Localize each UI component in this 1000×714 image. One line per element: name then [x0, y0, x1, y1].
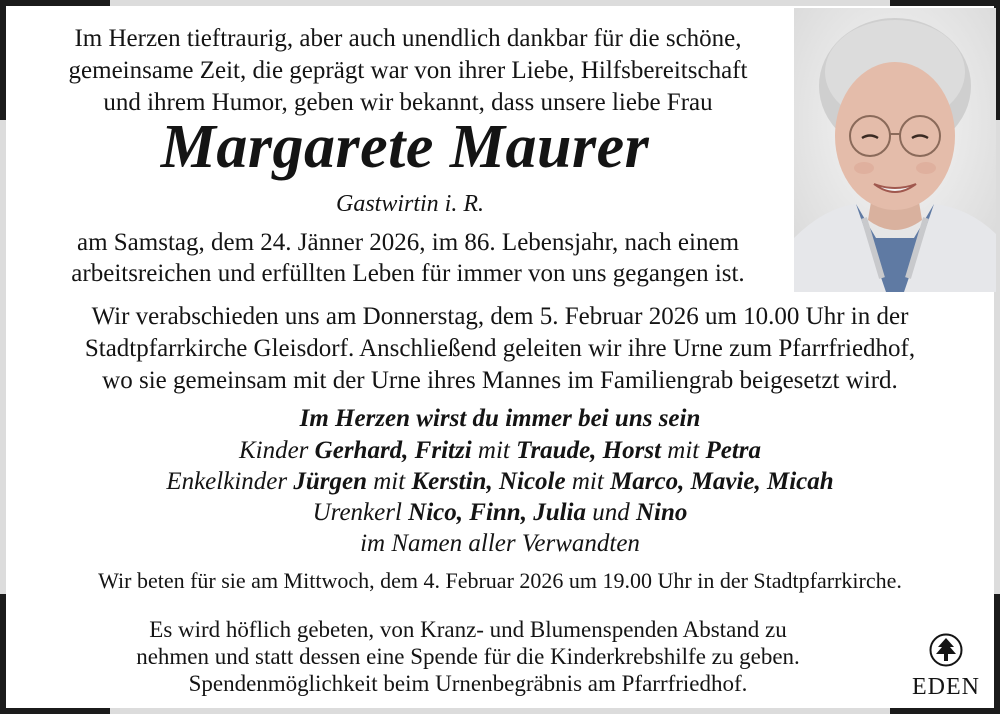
death-notice-line: am Samstag, dem 24. Jänner 2026, im 86. Lebensjahr, nach einem [76, 229, 740, 256]
farewell-line: Stadtpfarrkirche Gleisdorf. Anschließend geleiten wir ihre Urne zum Pfarrfriedhof, [84, 335, 916, 362]
donation-line: Spendenmöglichkeit beim Urnenbegräbnis am Pfarrfriedhof. [188, 671, 748, 696]
mourner-names: Petra [705, 437, 762, 464]
mourner-names: Jürgen [293, 468, 367, 495]
corner-tr-h [890, 0, 1000, 6]
corner-bl-h [0, 708, 110, 714]
portrait-illustration [794, 8, 996, 292]
donation-line: nehmen und statt dessen eine Spende für die Kinderkrebshilfe zu geben. [136, 644, 800, 669]
mourner-names: Nino [636, 499, 688, 526]
death-notice-line: arbeitsreichen und erfüllten Leben für immer von uns gegangen ist. [71, 260, 745, 287]
connector: mit [366, 468, 412, 495]
farewell-line: Wir verabschieden uns am Donnerstag, dem 5. Februar 2026 um 10.00 Uhr in der [91, 303, 909, 330]
corner-tl-v [0, 0, 6, 120]
mourners-grandchildren [0, 469, 1000, 494]
relation-label: Enkelkinder [166, 468, 294, 495]
intro-line: und ihrem Humor, geben wir bekannt, dass unsere liebe Frau [103, 89, 713, 116]
corner-br-v [994, 594, 1000, 714]
motto: Im Herzen wirst du immer bei uns sein [299, 405, 701, 432]
mourner-names: Nico, Finn, Julia [408, 499, 586, 526]
mourner-names: Traude, Horst [516, 437, 662, 464]
mourner-names: Gerhard, Fritzi [314, 437, 472, 464]
connector: mit [565, 468, 611, 495]
frame-bottom [0, 708, 1000, 714]
mourners-closing: im Namen aller Verwandten [360, 530, 640, 557]
portrait-photo [794, 8, 996, 292]
corner-tl-h [0, 0, 110, 6]
eden-logo [904, 633, 988, 703]
corner-br-h [890, 708, 1000, 714]
mourners-great-grandchildren [0, 500, 1000, 525]
corner-bl-v [0, 594, 6, 714]
farewell-line: wo sie gemeinsam mit der Urne ihres Mannes im Familiengrab beigesetzt wird. [102, 367, 898, 394]
deceased-name: Margarete Maurer [160, 113, 650, 181]
donation-line: Es wird höflich gebeten, von Kranz- und Blumenspenden Abstand zu [149, 617, 787, 642]
intro-line: gemeinsame Zeit, die geprägt war von ihrer Liebe, Hilfsbereitschaft [68, 57, 748, 84]
connector: mit [661, 437, 706, 464]
deceased-occupation: Gastwirtin i. R. [335, 191, 485, 217]
relation-label: Kinder [238, 437, 315, 464]
tree-seal-icon [928, 633, 964, 667]
relation-label: Urenkerl [312, 499, 409, 526]
connector: mit [471, 437, 517, 464]
logo-text: EDEN [912, 674, 980, 700]
mourner-names: Marco, Mavie, Micah [610, 468, 834, 495]
prayer-notice: Wir beten für sie am Mittwoch, dem 4. Februar 2026 um 19.00 Uhr in der Stadtpfarrkirche. [98, 568, 902, 593]
mourner-names: Kerstin, Nicole [411, 468, 566, 495]
connector: und [586, 499, 636, 526]
intro-line: Im Herzen tieftraurig, aber auch unendlich dankbar für die schöne, [74, 25, 742, 52]
frame-top [0, 0, 1000, 6]
mourners-children [0, 438, 1000, 463]
